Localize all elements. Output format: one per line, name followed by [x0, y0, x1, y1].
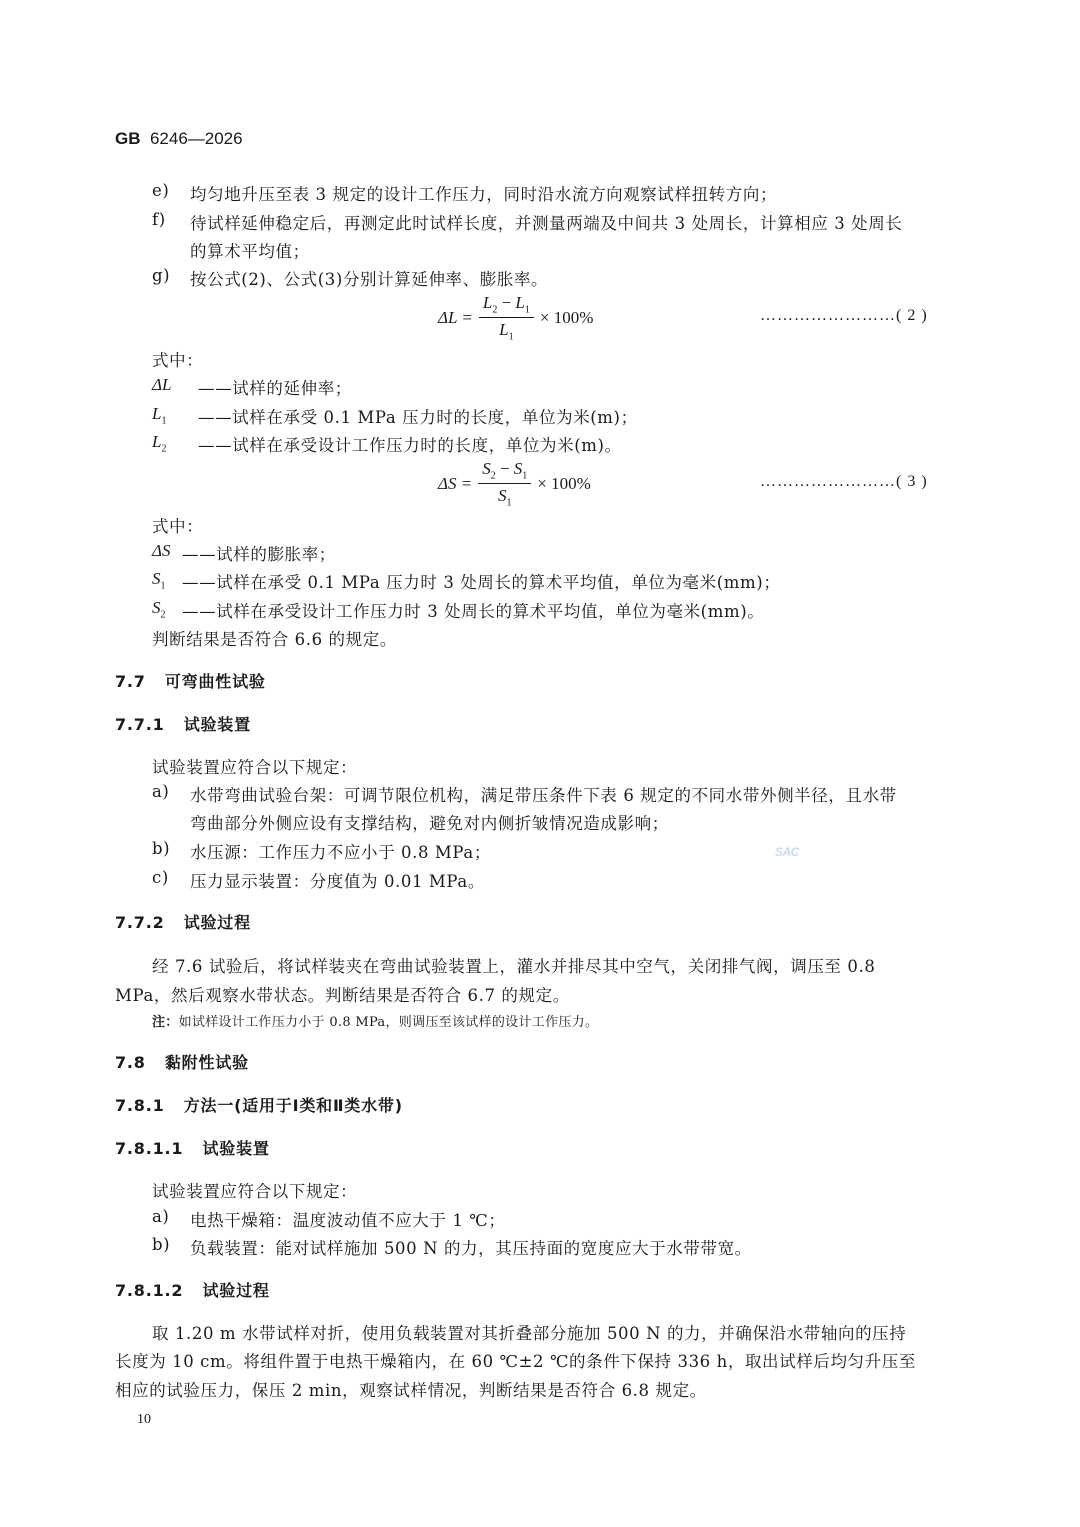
- s771-b-text: 水压源：工作压力不应小于 0.8 MPa；: [190, 843, 491, 862]
- page-number: 10: [137, 1412, 151, 1427]
- item-e-text: 均匀地升压至表 3 规定的设计工作压力，同时沿水流方向观察试样扭转方向；: [190, 185, 778, 204]
- equation-number-2: ……………………( 2 ): [760, 307, 928, 324]
- where-title-2: 式中：: [152, 517, 204, 536]
- item-g-label: g): [152, 266, 171, 285]
- symbol-l1: $L_1$: [152, 404, 167, 427]
- s7811-a-label: a): [152, 1207, 170, 1226]
- formula-2-lhs: ΔL =: [438, 307, 473, 327]
- s7811-intro: 试验装置应符合以下规定：: [152, 1182, 358, 1201]
- standard-code: 6246—2026: [149, 129, 243, 148]
- section-7-8-heading: 7.8 黏附性试验: [115, 1053, 249, 1072]
- formula-3: [438, 459, 591, 509]
- def-delta-s: ——试样的膨胀率；: [182, 545, 336, 564]
- item-f-text-line1: 待试样延伸稳定后，再测定此时试样长度，并测量两端及中间共 3 处周长，计算相应 3 处周长: [190, 214, 903, 233]
- symbol-delta-s: ΔS: [152, 541, 171, 560]
- s7812-line3: 相应的试验压力，保压 2 min，观察试样情况，判断结果是否符合 6.8 规定。: [115, 1381, 707, 1400]
- symbol-delta-l: ΔL: [152, 375, 172, 394]
- item-e-label: e): [152, 181, 170, 200]
- formula-2-rhs: × 100%: [539, 307, 594, 327]
- judge-text-1: 判断结果是否符合 6.6 的规定。: [152, 630, 397, 649]
- section-7-7-heading: 7.7 可弯曲性试验: [115, 672, 266, 691]
- standard-prefix: GB: [115, 129, 141, 148]
- formula-2-fraction: $\frac{L_2 - L_1}{L_1}$: [479, 293, 534, 343]
- item-g-text: 按公式(2)、公式(3)分别计算延伸率、膨胀率。: [190, 270, 549, 289]
- def-s2: ——试样在承受设计工作压力时 3 处周长的算术平均值，单位为毫米(mm)。: [182, 602, 765, 621]
- s771-b-label: b): [152, 839, 171, 858]
- def-delta-l: ——试样的延伸率；: [198, 379, 352, 398]
- s7811-b-text: 负载装置：能对试样施加 500 N 的力，其压持面的宽度应大于水带带宽。: [190, 1239, 752, 1258]
- equation-number-3: ……………………( 3 ): [760, 473, 928, 490]
- s7812-line1: 取 1.20 m 水带试样对折，使用负载装置对其折叠部分施加 500 N 的力，并确保沿水带轴向的压持: [152, 1324, 907, 1343]
- s771-a-text-line1: 水带弯曲试验台架：可调节限位机构，满足带压条件下表 6 规定的不同水带外侧半径，且水带: [190, 786, 897, 805]
- item-f-label: f): [152, 210, 166, 229]
- watermark-logo: SAC: [775, 845, 799, 859]
- s772-line1: 经 7.6 试验后，将试样装夹在弯曲试验装置上，灌水并排尽其中空气，关闭排气阀，调压至 0.8: [152, 957, 876, 976]
- where-title-1: 式中：: [152, 351, 204, 370]
- formula-3-rhs: × 100%: [537, 473, 591, 493]
- symbol-l2: $L_2$: [152, 432, 167, 455]
- standard-header: [115, 129, 243, 149]
- def-s1: ——试样在承受 0.1 MPa 压力时 3 处周长的算术平均值，单位为毫米(mm)；: [182, 573, 781, 592]
- formula-2: [438, 293, 593, 343]
- def-l1: ——试样在承受 0.1 MPa 压力时的长度，单位为米(m)；: [198, 408, 638, 427]
- section-7-7-1-heading: 7.7.1 试验装置: [115, 715, 251, 734]
- def-l2: ——试样在承受设计工作压力时的长度，单位为米(m)。: [198, 436, 622, 455]
- formula-3-fraction: $\frac{S_2 - S_1}{S_1}$: [478, 459, 531, 509]
- section-7-8-1-heading: 7.8.1 方法一(适用于Ⅰ类和Ⅱ类水带): [115, 1096, 403, 1115]
- section-7-8-1-2-heading: 7.8.1.2 试验过程: [115, 1281, 270, 1300]
- symbol-s1: $S_1$: [152, 569, 166, 592]
- formula-3-lhs: ΔS =: [438, 473, 473, 493]
- section-7-8-1-1-heading: 7.8.1.1 试验装置: [115, 1139, 270, 1158]
- s7812-line2: 长度为 10 cm。将组件置于电热干燥箱内，在 60 ℃±2 ℃的条件下保持 336 h，取出试样后均匀升压至: [115, 1352, 916, 1371]
- s771-c-text: 压力显示装置：分度值为 0.01 MPa。: [190, 872, 485, 891]
- s7811-a-text: 电热干燥箱：温度波动值不应大于 1 ℃；: [190, 1211, 506, 1230]
- section-7-7-2-heading: 7.7.2 试验过程: [115, 913, 251, 932]
- symbol-s2: $S_2$: [152, 598, 166, 621]
- s772-line2: MPa，然后观察水带状态。判断结果是否符合 6.7 的规定。: [115, 986, 570, 1005]
- s772-note: 注：如试样设计工作压力小于 0.8 MPa，则调压至该试样的设计工作压力。: [152, 1015, 599, 1030]
- item-f-text-line2: 的算术平均值；: [190, 242, 310, 261]
- s771-a-text-line2: 弯曲部分外侧应设有支撑结构，避免对内侧折皱情况造成影响；: [190, 814, 669, 833]
- s771-intro: 试验装置应符合以下规定：: [152, 758, 358, 777]
- s7811-b-label: b): [152, 1235, 171, 1254]
- s771-a-label: a): [152, 782, 170, 801]
- s771-c-label: c): [152, 868, 169, 887]
